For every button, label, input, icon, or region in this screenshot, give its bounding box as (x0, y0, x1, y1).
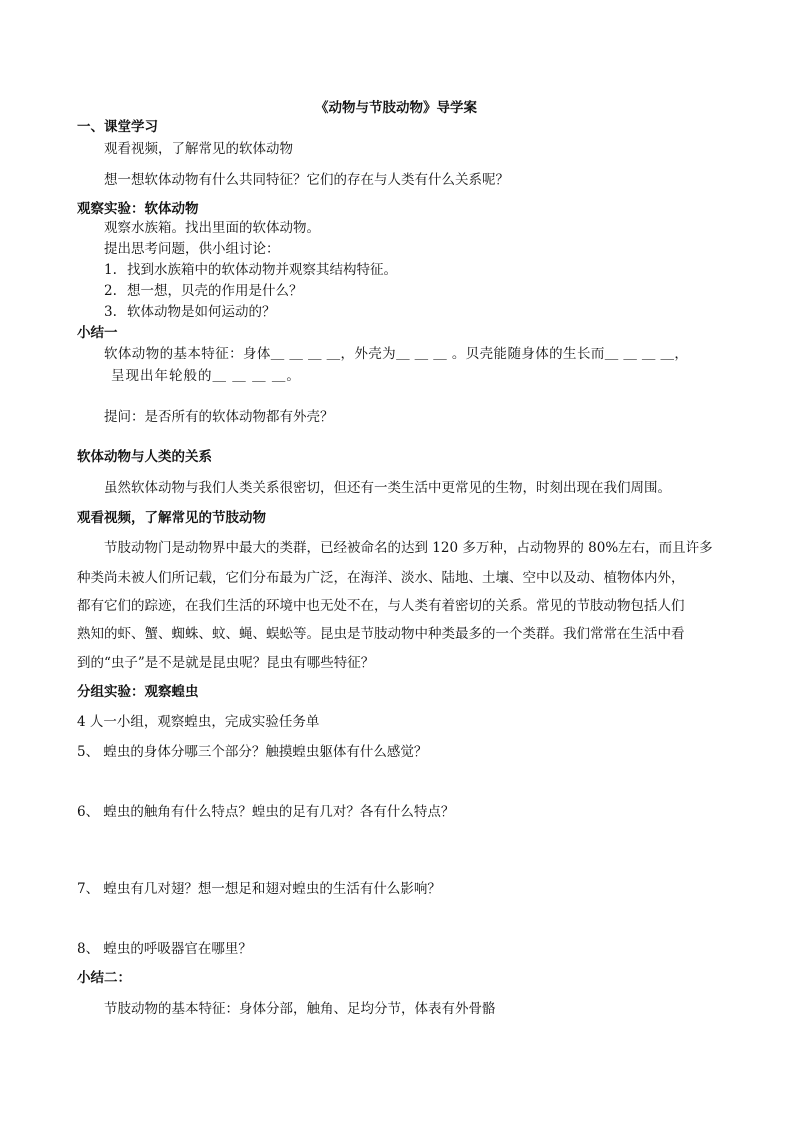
arthropod-paragraph-line: 种类尚未被人们所记载，它们分布最为广泛，在海洋、淡水、陆地、土壤、空中以及动、植物体内外， (77, 570, 685, 586)
locust-question-6: 6、 蝗虫的触角有什么特点？蝗虫的足有几对？各有什么特点？ (77, 804, 455, 820)
discussion-item-text: 软体动物是如何运动的？ (127, 304, 276, 320)
summary-one-heading: 小结一 (77, 325, 118, 341)
relation-text: 虽然软体动物与我们人类关系很密切，但还有一类生活中更常见的生物，时刻出现在我们周围。 (104, 480, 671, 496)
discussion-item (104, 282, 303, 300)
experiment-step-discuss: 提出思考问题，供小组讨论： (104, 241, 280, 257)
discussion-item (104, 303, 276, 321)
arthropod-paragraph-line: 熟知的虾、蟹、蜘蛛、蚊、蝇、蜈蚣等。昆虫是节肢动物中种类最多的一个类群。我们常常在生活中看 (77, 626, 685, 642)
experiment-heading-mollusks: 观察实验：软体动物 (77, 201, 199, 217)
discussion-item (104, 261, 397, 279)
locust-question-7: 7、 蝗虫有几对翅？想一想足和翅对蝗虫的生活有什么影响？ (77, 881, 441, 897)
experiment-step-observe: 观察水族箱。找出里面的软体动物。 (104, 220, 320, 236)
locust-question-5: 5、 蝗虫的身体分哪三个部分？触摸蝗虫躯体有什么感觉？ (77, 744, 428, 760)
discussion-item-number: 2. (104, 283, 117, 299)
discussion-item-number: 3. (104, 304, 117, 320)
summary-two-heading: 小结二： (77, 970, 131, 986)
discussion-item-text: 找到水族箱中的软体动物并观察其结构特征。 (127, 262, 397, 278)
discussion-item-text: 想一想，贝壳的作用是什么？ (127, 283, 303, 299)
relation-heading: 软体动物与人类的关系 (77, 449, 212, 465)
intro-video-mollusks: 观看视频，了解常见的软体动物 (104, 141, 293, 157)
summary-two-text: 节肢动物的基本特征：身体分部，触角、足均分节，体表有外骨骼 (104, 1001, 496, 1017)
arthropod-paragraph-line: 都有它们的踪迹，在我们生活的环境中也无处不在，与人类有着密切的关系。常见的节肢动物包括人们 (77, 598, 685, 614)
document-title: 《动物与节肢动物》导学案 (315, 100, 477, 116)
summary-one-question: 提问：是否所有的软体动物都有外壳？ (104, 409, 334, 425)
summary-one-fill-line-2: 呈现出年轮般的＿ ＿ ＿ ＿。 (111, 368, 301, 384)
experiment-heading-locust: 分组实验：观察蝗虫 (77, 684, 199, 700)
locust-group-instruction: 4 人一小组，观察蝗虫，完成实验任务单 (77, 714, 320, 730)
intro-question-mollusks: 想一想软体动物有什么共同特征？它们的存在与人类有什么关系呢？ (104, 172, 509, 188)
summary-one-fill-line-1: 软体动物的基本特征：身体＿ ＿ ＿ ＿，外壳为＿ ＿ ＿ 。贝壳能随身体的生长而＿ ＿ ＿ ＿， (104, 346, 689, 362)
arthropod-heading: 观看视频，了解常见的节肢动物 (77, 510, 266, 526)
section-heading-classroom-learning: 一、课堂学习 (77, 119, 158, 135)
locust-question-8: 8、 蝗虫的呼吸器官在哪里？ (77, 941, 252, 957)
arthropod-paragraph-line: 到的“虫子”是不是就是昆虫呢？昆虫有哪些特征？ (77, 655, 375, 671)
arthropod-paragraph-line: 节肢动物门是动物界中最大的类群，已经被命名的达到 120 多万种，占动物界的 80%左右，而且许多 (104, 540, 713, 556)
discussion-item-number: 1. (104, 262, 117, 278)
